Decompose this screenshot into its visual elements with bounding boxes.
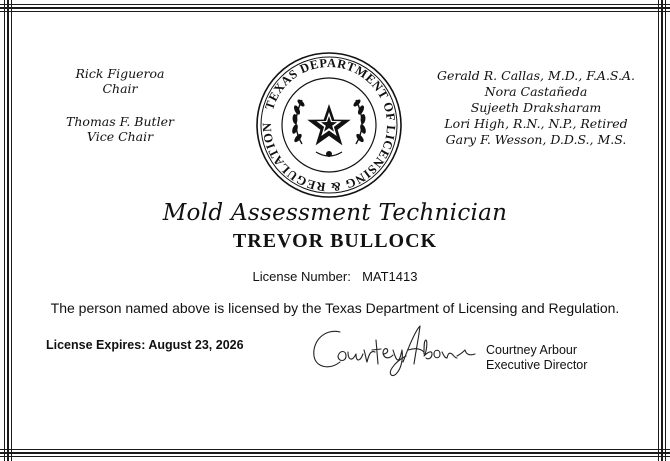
- signatory-title: Executive Director: [486, 358, 588, 372]
- seal-ring-text: TEXAS DEPARTMENT OF LICENSING & REGULATION: [259, 55, 399, 195]
- member-title: Chair: [102, 81, 138, 96]
- director-signature: [308, 320, 478, 390]
- member-name: Rick Figueroa: [75, 66, 165, 81]
- signatory-name: Courtney Arbour: [486, 343, 578, 357]
- license-number-line: [0, 269, 670, 284]
- license-statement: The person named above is licensed by the Texas Department of Licensing and Regulation.: [50, 300, 620, 316]
- board-member: [50, 114, 190, 144]
- board-right: [418, 68, 654, 148]
- star-icon: [307, 104, 350, 145]
- board-member: Lori High, R.N., N.P., Retired: [444, 116, 628, 131]
- tdlr-seal: [254, 52, 404, 198]
- expires-date: August 23, 2026: [148, 338, 244, 352]
- license-number-value: MAT1413: [362, 269, 418, 284]
- board-left: [50, 66, 190, 162]
- license-number-label: License Number:: [252, 269, 351, 284]
- license-holder-name: TREVOR BULLOCK: [232, 230, 438, 252]
- license-type-title: Mold Assessment Technician: [162, 200, 508, 226]
- signatory-block: [486, 343, 587, 373]
- license-expiration: [46, 338, 244, 352]
- expires-label: License Expires:: [46, 338, 146, 352]
- board-member: [50, 66, 190, 96]
- board-member: Sujeeth Draksharam: [470, 100, 602, 115]
- board-member: Nora Castañeda: [484, 84, 588, 99]
- board-member: Gary F. Wesson, D.D.S., M.S.: [445, 132, 627, 147]
- board-member: Gerald R. Callas, M.D., F.A.S.A.: [436, 68, 636, 83]
- member-name: Thomas F. Butler: [66, 114, 174, 129]
- member-title: Vice Chair: [86, 129, 154, 144]
